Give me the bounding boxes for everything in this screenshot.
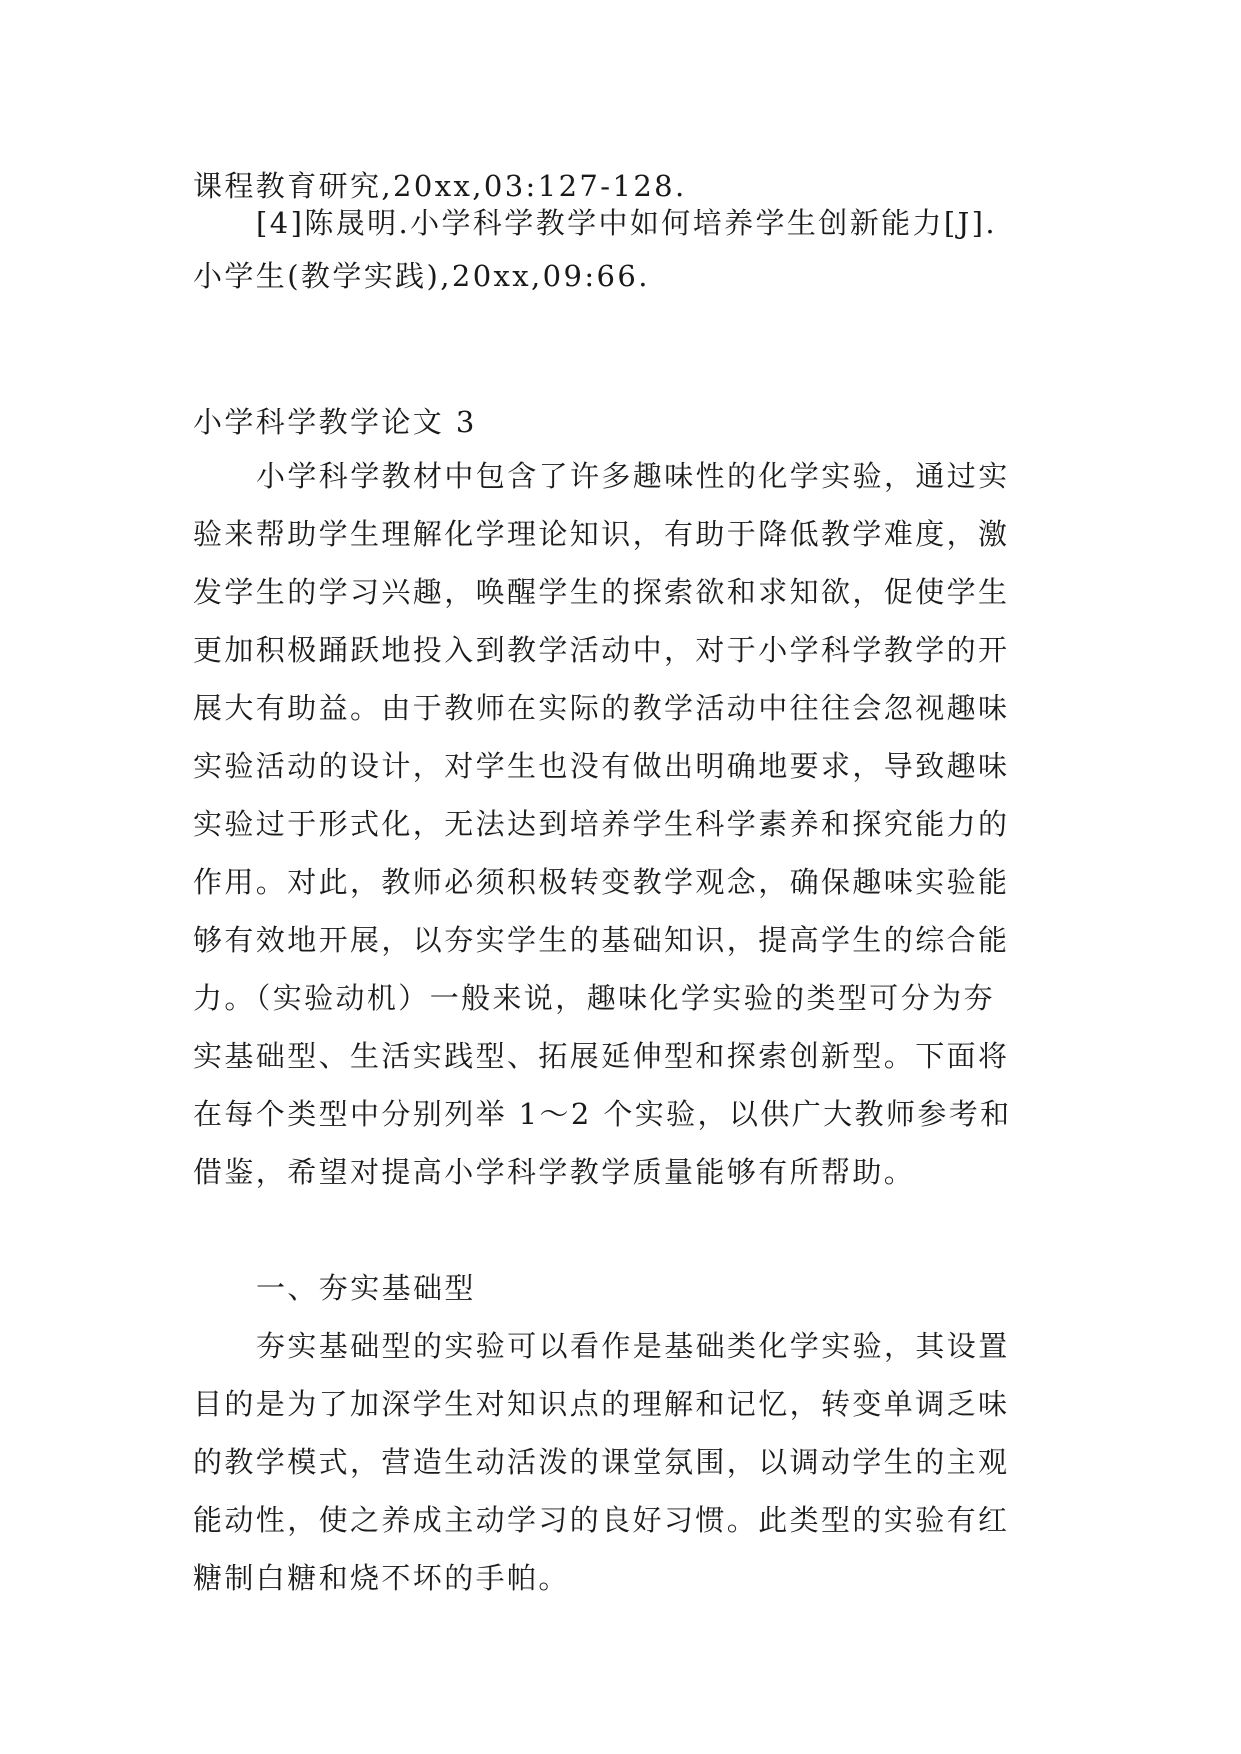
section-title: 小学科学教学论文 3: [193, 405, 477, 439]
paragraph-1-line: 验来帮助学生理解化学理论知识，有助于降低教学难度，激: [193, 517, 1010, 551]
heading-1: 一、夯实基础型: [256, 1271, 476, 1305]
paragraph-1-line: 小学科学教材中包含了许多趣味性的化学实验，通过实: [256, 459, 1010, 493]
reference-4-line-1: [4]陈晟明.小学科学教学中如何培养学生创新能力[J].: [256, 206, 997, 240]
paragraph-1-line: 在每个类型中分别列举 1～2 个实验，以供广大教师参考和: [193, 1097, 1012, 1131]
paragraph-2-line: 糖制白糖和烧不坏的手帕。: [193, 1561, 570, 1595]
paragraph-1-line: 实验过于形式化，无法达到培养学生科学素养和探究能力的: [193, 807, 1010, 841]
paragraph-2-line: 目的是为了加深学生对知识点的理解和记忆，转变单调乏味: [193, 1387, 1010, 1421]
reference-3-tail: 课程教育研究,20xx,03:127-128.: [193, 169, 687, 203]
paragraph-1-line: 借鉴，希望对提高小学科学教学质量能够有所帮助。: [193, 1155, 916, 1189]
paragraph-1-line: 展大有助益。由于教师在实际的教学活动中往往会忽视趣味: [193, 691, 1010, 725]
paragraph-2-line: 夯实基础型的实验可以看作是基础类化学实验，其设置: [256, 1329, 1010, 1363]
reference-4-line-2: 小学生(教学实践),20xx,09:66.: [193, 259, 650, 293]
paragraph-1-line: 够有效地开展，以夯实学生的基础知识，提高学生的综合能: [193, 923, 1010, 957]
paragraph-1-line: 实基础型、生活实践型、拓展延伸型和探索创新型。下面将: [193, 1039, 1010, 1073]
paragraph-1-line: 发学生的学习兴趣，唤醒学生的探索欲和求知欲，促使学生: [193, 575, 1010, 609]
paragraph-1-line: 更加积极踊跃地投入到教学活动中，对于小学科学教学的开: [193, 633, 1010, 667]
paragraph-1-line: 力。（实验动机）一般来说，趣味化学实验的类型可分为夯: [193, 981, 995, 1015]
paragraph-1-line: 实验活动的设计，对学生也没有做出明确地要求，导致趣味: [193, 749, 1010, 783]
paragraph-2-line: 能动性，使之养成主动学习的良好习惯。此类型的实验有红: [193, 1503, 1010, 1537]
paragraph-2-line: 的教学模式，营造生动活泼的课堂氛围，以调动学生的主观: [193, 1445, 1010, 1479]
paragraph-1-line: 作用。对此，教师必须积极转变教学观念，确保趣味实验能: [193, 865, 1010, 899]
